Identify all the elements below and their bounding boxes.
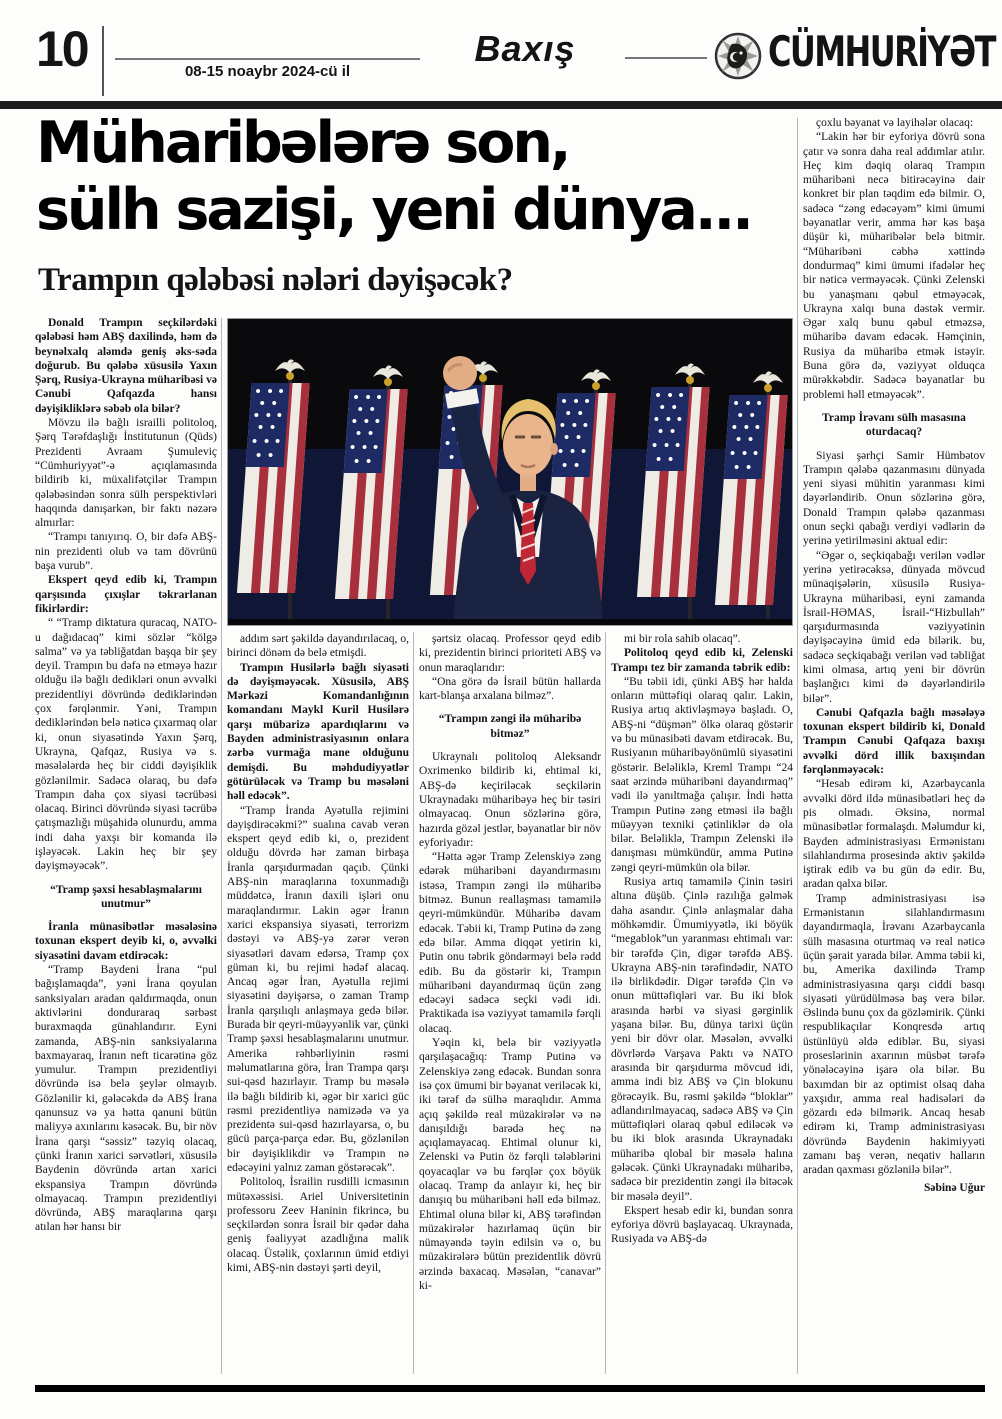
section-title: Baxış [474, 28, 576, 69]
column-divider [605, 632, 606, 1374]
paragraph: çoxlu bəyanat və layihələr olacaq: [816, 117, 974, 129]
header-vertical-divider [102, 26, 104, 96]
paragraph: “Trampı tanıyırıq. O, bir dəfə ABŞ-nin prezidenti olub və tam dövrünü başa vurub”. [35, 531, 217, 573]
issue-date: 08-15 noaybr 2024-cü il [184, 63, 351, 80]
paragraph: Politoloq qeyd edib ki, Zelenski Trampı tez bir zamanda təbrik edib: [611, 647, 793, 674]
paragraph: “Hesab edirəm ki, Azərbaycanla əvvəlki dörd ildə münasibətləri heç də pis olmadı. Əksinə, normal münasibətlər formalaşdı. Məlumdur ki, Bayden administrasiyası Ermənistanı silahlandırma prosesində aktiv şəkildə iştirak edib və bu gün də edir. Bu, aradan qalxa bilər. [803, 778, 985, 891]
paragraph: Mövzu ilə bağlı israilli politoloq, Şərq Tərəfdaşlığı İnstitutunun (Qüds) Prezidenti Avraam Şumuleviç “Cümhuriyyət”-ə açıqlamasında bildirib ki, müxalifətçilər Trampın qələbəsindən sonra sülh perspektivləri haqqında danışarkən, bir faktı nəzərə almırlar: [35, 417, 217, 530]
paragraph: “Tramp Baydeni İrana “pul bağışlamaqda”, yəni İrana qoyulan sanksiyaları aradan qaldırmaqda, onun aktivlərini donduraraq sərbəst buraxmaqda günahlandırır. Eyni zamanda, ABŞ-nin sanksiyalarına baxmayaraq, İranın neft ticarətinə göz yumulur. Trampın prezidentliyi dövründə isə belə şeylər olmayıb. Gözlənilir ki, gələcəkdə də ABŞ İrana qanunsuz və ya hətta qanuni bütün maliyyə axınlarını kəsəcək. Bu, bir növ İrana qarşı “səssiz” təzyiq olacaq, çünki İranın xarici sərvətləri, xüsusilə Baydenin dövründə artan xarici ekspansiya Trampın dövründə olmayacaq. Trampın prezidentliyi dövründə, ABŞ maraqlarına qarşı atılan hər hansı bir [35, 964, 217, 1234]
header-date-rule [115, 58, 420, 60]
article-photo [227, 318, 793, 626]
subheading: “Trampın zəngi ilə müharibə bitməz” [438, 713, 582, 740]
article-column-2 [227, 632, 409, 1378]
column-divider [797, 118, 798, 1374]
paragraph: Rusiya artıq tamamilə Çinin təsiri altına düşüb. Çinlə razılığa gəlmək daha asandır. Çinlə anlaşmalar daha möhkəmdir. Ümumiyyətlə, iki böyük “megablok”un yaranması ehtimalı var: bir tərəfdə Çin, digər tərəfdə ABŞ. Ukrayna ABŞ-nin tərəfindədir, NATO ilə birlikdədir. Digər tərəfdə Çin və onun müttəfiqləri var. Bu iki blok arasında hərbi və siyasi gərginlik yaşana bilər. Bu, dünya tarixi üçün yeni bir dövr olar. Məsələn, əvvəlki dövrlərdə Varşava Paktı və NATO arasında bir qarşıdurma mövcud idi, amma indi biz ABŞ və Çin blokunu görəcəyik. Bu, rəsmi şəkildə “bloklar” adlandırılmayacaq, sadəcə ABŞ və Çin müttəfiqləri olaraq qəbul ediləcək və bu iki blok arasında Ukraynadakı müharibə qlobal bir məsələ halına gələcək. Çünki Ukraynadakı müharibə, sadəcə bir prezidentin zəngi ilə bitəcək bir məsələ deyil”. [611, 876, 793, 1203]
paragraph: Politoloq, İsrailin rusdilli icmasının mütəxəssisi. Ariel Universitetinin professoru Zeev Haninin fikrincə, bu seçkilərdən sonra İsrail bir qədər daha geniş fəaliyyət azadlığına malik olacaq. Üstəlik, çoxlarının ümid etdiyi kimi, ABŞ-nin dəstəyi şərti deyil, [227, 1176, 409, 1275]
paragraph: Tramp administrasiyası isə Ermənistanın silahlandırmasını dayandırmaqla, İrəvanı Azərbaycanla sülh masasına oturtmaq və real nəticə üçün şərait yarada bilər. Amma təbii ki, bu, Amerika daxilində Tramp administrasiyasına qarşı ciddi basqı siyasəti yürüdülməsə baş verə bilər. Əslində bunu çox da gözləmirik. Çünki respublikaçılar Konqresdə artıq üstünlüyü əldə ediblər. Bu, siyasi proseslərinin axarının müsbət tərəfə yönələcəyinə işarə ola bilər. Bu baxımdan bir az optimist olsaq daha yaxşıdır, amma real hadisələri də gözardı edə bilmərik. Ancaq hesab edirəm ki, Tramp administrasiyası dövründə Baydenin hakimiyyəti zamanı baş verən, neqativ halların aradan qaxması gözlənilə bilər”. [803, 892, 985, 1177]
newspaper-logo-icon [714, 32, 762, 80]
paragraph: şərtsiz olacaq. Professor qeyd edib ki, prezidentin birinci prioriteti ABŞ və onun maraqlarıdır: [419, 633, 601, 674]
paragraph: addım sərt şəkildə dayandırılacaq, o, birinci dönəm də belə etmişdi. [227, 633, 409, 660]
article-column-1 [35, 316, 217, 1378]
paragraph: Ekspert hesab edir ki, bundan sonra eyforiya dövrü başlayacaq. Ukraynada, Rusiyada və ABŞ-də [611, 1204, 793, 1246]
paragraph: “Hətta əgər Tramp Zelenskiyə zəng edərək müharibəni dayandırmasını istəsə, Trampın zəngi ilə müharibə bitməz. Bunun reallaşması tamamilə qeyri-mümkündür. Müharibə davam edəcək. Təbii ki, Tramp Putinə də zəng edə bilər. Amma diqqət yetirin ki, Putin onu təbrik göndərməyi belə rədd edib. Bu da göstərir ki, Trampın müharibəni dayandırmaq üçün zəng edəcəyi sadəcə seçki vədi idi. Praktikada isə vəziyyət tamamilə fərqli olacaq. [419, 851, 601, 1035]
bottom-thick-rule [35, 1385, 985, 1392]
headline-line-1: Müharibələrə son, [36, 110, 569, 176]
paragraph: Siyasi şərhçi Samir Hümbətov Trampın qələbə qazanmasını dünyada yeni siyasi mühitin yaranması kimi dəyərləndirib. Onun sözlərinə görə, Donald Trampın qələbə qazanması onun seçki qabağı verdiyi vədlərin də yerinə yetirilməsini aktual edir: [803, 449, 985, 548]
column-divider [413, 632, 414, 1374]
paragraph: “Lakin hər bir eyforiya dövrü sona çatır və sonra daha real addımlar atılır. Heç kim dəqiq olaraq Trampın müharibəni necə bitirəcəyinə dair konkret bir plan təqdim edə bilmir. O, sadəcə “zəng edəcəyəm” kimi ümumi bəyanatlar verir, amma hər kəs başa düşür ki, müharibələr belə bitmir. “Müharibəni cəbhə xəttində dondurmaq” kimi ümumi ifadələr heç bir nəticə verməyəcək. Çünki Zelenski bu yanaşmanı qəbul etməyəcək, Ukrayna xalqı buna dəstək vermir. Əgər xalq bunu qəbul etməzsə, müharibə davam edəcək. Həmçinin, Rusiya da müharibə etmək istəyir. Buna görə də, vəziyyət olduqca mürəkkəbdir. Sadəcə bəyanatlar bu problemi həll etməyəcək”. [803, 131, 985, 401]
column-divider [221, 318, 222, 1374]
main-headline [36, 110, 801, 244]
paragraph: Cənubi Qafqazla bağlı məsələyə toxunan ekspert bildirib ki, Donald Trampın Cənubi Qafqaza baxışı əvvəlki dörd illik baxışından fərqlənməyəcək: [803, 706, 985, 777]
paragraph: Trampın Husilərlə bağlı siyasəti də dəyişməyəcək. Xüsusilə, ABŞ Mərkəzi Komandanlığının komandanı Maykl Kuril Husilərə qarşı mübarizə apardıqlarını və Bayden administrasiyasının onlara zərbə vurmağa mane olduğunu demişdi. Bu məhdudiyyətlər götürüləcək və Tramp bu məsələni həll edəcək”. [227, 661, 409, 803]
header-thick-rule [0, 101, 1002, 109]
sub-headline: Trampın qələbəsi nələri dəyişəcək? [38, 262, 513, 298]
paragraph: Ekspert qeyd edib ki, Trampın qarşısında çıxışlar təkrarlanan fikirlərdir: [35, 574, 217, 615]
paragraph: “Tramp İranda Ayətulla rejimini dəyişdirəcəkmi?” sualına cavab verən ekspert qeyd edib ki, o, prezident olduğu dövrdə hər zaman birbaşa İranla qarşıdurmadan qaçıb. Çünki ABŞ-nin maraqlarına toxunmadığı müddətcə, İranın daxili işləri onu maraqlandırmır. Lakin əgər İranın xarici ekspansiya siyasəti, terrorizm dəstəyi və ABŞ-yə zərər verən siyasətləri davam edərsə, Tramp çox güman ki, bu rejimi hədəf alacaq. Ancaq əgər İran, Ayətulla rejimi siyasətini dəyişərsə, o zaman Tramp İranla qarşılıqlı anlaşmaya gedə bilər. Burada bir qeyri-müəyyənlik var, çünki Tramp şəxsi hesablaşmalarını unutmur. Amerika rəhbərliyinin rəsmi məlumatlarına görə, İran Trampa qarşı sui-qəsd hazırlayır. Tramp bu məsələ ilə bağlı bildirib ki, əgər bir xarici güc rəsmi prezidentliyə namizədə və ya prezidentə sui-qəsd hazırlayarsa, o, bu gücü parça-parça edər. Bu, gözlənilən bir dəyişiklikdir və Trampın nə edəcəyini yalnız zaman göstərəcək”. [227, 804, 409, 1174]
paragraph: “Əgər o, seçkiqabağı verilən vədlər yerinə yetirəcəksə, dünyada mövcud münaqişələrin, xüsusilə Rusiya-Ukrayna müharibəsi, eyni zamanda İsrail-HƏMAS, İsrail-“Hizbullah” qarşıdurmasında vəziyyətinin dəyişəcəyinə ümid edə bilərik. bu, sadəcə seçkiqabağı verilən vəd təbliğat kimi olmasa, artıq yeni bir dövrün başlanğıcı kimi də dəyərləndirilə bilər”. [803, 549, 985, 705]
trump-rally-illustration [228, 319, 793, 626]
paragraph: Ukraynalı politoloq Aleksandr Oxrimenko bildirib ki, ehtimal ki, ABŞ-də keçiriləcək seçkilərin Ukraynadakı müharibəyə heç bir təsiri olmayacaq. Onun sözlərinə görə, hazırda gözəl jestlər, bəyanatlar bir növ eyforiyadır: [419, 751, 601, 849]
paragraph: İranla münasibətlər məsələsinə toxunan ekspert deyib ki, o, əvvəlki siyasətini davam etdirəcək: [35, 921, 217, 962]
page-number: 10 [36, 21, 88, 77]
paragraph: Yəqin ki, belə bir vəziyyətlə qarşılaşacağıq: Tramp Putinə və Zelenskiyə zəng edəcək. Bundan sonra isə çox ümumi bir bəyanat veriləcək ki, iki tərəf də sülhə maraqlıdır. Amma açıq şəkildə real müzakirələr və nə danışıldığı barədə heç nə açıqlamayacaq. Ehtimal olunur ki, Zelenski və Putin öz fərqli tələblərini qoyacaqlar və bu fərqlər çox böyük olacaq. Tramp da anlayır ki, heç bir danışıq bu müharibəni həll edə bilməz. Ehtimal oluna bilər ki, ABŞ tərəfindən müzakirələr hazırlamaq üçün bir nümayəndə təyin edilsin və o, bu müzakirələrə bütün prezidentlik dövrü ərzində baxacaq. Məsələn, “canavar” ki- [419, 1037, 601, 1293]
paragraph: “ “Tramp diktatura quracaq, NATO-u dağıdacaq” kimi sözlər “kölgə salma” və ya təbliğatdan başqa bir şey deyil. Trampın bu dəfə nə etməyə hazır olduğu ilə bağlı dedikləri onun əvvəlki prezidentliyi dövründə dediklərindən çox fərqlənmir. Yəni, Trampın dediklərindən belə nəticə çıxarmaq olar ki, onun siyasətində Yaxın Şərq, Ukrayna, Qafqaz, Rusiya və s. məsələlərdə heç bir ciddi dəyişiklik gözlənilmir. Sadəcə olaraq, bu dəfə Trampın daha çox siyasi təcrübəsi olacaq. Birinci dövründə siyasi təcrübə çatışmazlığı müşahidə olunurdu, amma indi daha yaxşı bir komanda ilə işləyəcək. Lakin heç bir şey dəyişməyəcək”. [35, 617, 217, 873]
article-column-4 [611, 632, 793, 1378]
subheading: Tramp İrəvanı sülh masasına oturdacaq? [822, 411, 966, 439]
newspaper-name: CÜMHURİYƏT [768, 28, 995, 77]
headline-line-2: sülh sazişi, yeni dünya... [36, 177, 751, 243]
subheading: “Tramp şəxsi hesablaşmalarını unutmur” [50, 883, 202, 910]
header-mid-rule [625, 57, 707, 59]
author-byline: Səbinə Uğur [923, 1181, 985, 1194]
paragraph: Donald Trampın seçkilərdəki qələbəsi həm ABŞ daxilində, həm də beynəlxalq aləmdə geniş əks-səda doğurub. Bu qələbə xüsusilə Yaxın Şərq, Rusiya-Ukrayna müharibəsi və Cənubi Qafqazda hansı dəyişikliklərə səbəb ola bilər? [35, 317, 217, 415]
paragraph: mi bir rola sahib olacaq”. [624, 633, 741, 645]
article-column-5 [803, 116, 985, 1378]
paragraph: “Ona görə də İsrail bütün hallarda kart-blanşa arxalana bilməz”. [419, 675, 601, 703]
article-column-3 [419, 632, 601, 1378]
paragraph: “Bu təbii idi, çünki ABŞ hər halda onların müttəfiqi olaraq qalır. Lakin, Rusiya artıq aktivləşməyə başladı. O, ABŞ-ni “düşmən” ölkə olaraq göstərir və bu münasibəti davam etdirəcək. Bu, Rusiyanın müharibəyönümlü siyasətini göstərir. Beləliklə, Kreml Trampı “24 saat ərzində müharibəni dayandırmaq” vədi ilə yanıltmağa çalışır. İndi hətta Trampın Putinə zəng etməsi ilə bağlı müəyyən texniki çətinliklər də ola bilər. Beləliklə, Trampın Zelenski ilə danışması mümkündür, amma Putinə zəngi qeyri-mümkün ola bilər. [611, 675, 793, 874]
